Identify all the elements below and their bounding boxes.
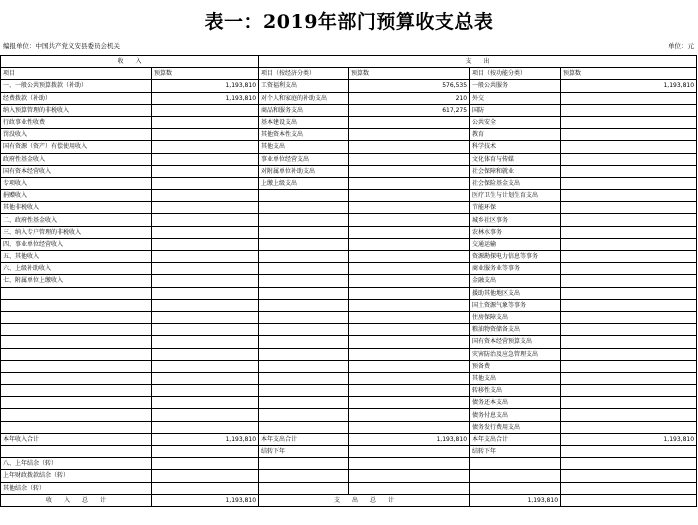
table-row bbox=[1, 348, 697, 360]
func-item-value bbox=[561, 372, 697, 384]
econ-item-label bbox=[259, 263, 349, 275]
income-item-label bbox=[1, 372, 152, 384]
income-item-label: 二、政府性基金收入 bbox=[1, 214, 152, 226]
func-carry-label: 结转下年 bbox=[470, 446, 561, 458]
econ-item-value bbox=[349, 153, 470, 165]
income-item-value bbox=[152, 299, 259, 311]
empty-cell bbox=[152, 482, 259, 494]
income-item-label bbox=[1, 397, 152, 409]
econ-item-label: 事业单位经营支出 bbox=[259, 153, 349, 165]
table-row bbox=[1, 397, 697, 409]
income-item-value bbox=[152, 165, 259, 177]
econ-item-value bbox=[349, 177, 470, 189]
func-item-label: 转移性支出 bbox=[470, 385, 561, 397]
func-item-value bbox=[561, 360, 697, 372]
func-item-value bbox=[561, 116, 697, 128]
income-item-label: 纳入预算管理的非税收入 bbox=[1, 104, 152, 116]
econ-item-label bbox=[259, 336, 349, 348]
econ-item-label bbox=[259, 299, 349, 311]
income-item-label bbox=[1, 324, 152, 336]
income-item-label: 行政事业性收费 bbox=[1, 116, 152, 128]
econ-item-value bbox=[349, 397, 470, 409]
econ-item-label bbox=[259, 385, 349, 397]
econ-item-value bbox=[349, 214, 470, 226]
extra-income-label: 其他结余（转） bbox=[1, 482, 152, 494]
table-row bbox=[1, 165, 697, 177]
func-item-label: 城乡社区事务 bbox=[470, 214, 561, 226]
extra-income-row bbox=[1, 482, 697, 494]
econ-item-label bbox=[259, 226, 349, 238]
income-item-label: 国有资源（资产）有偿使用收入 bbox=[1, 141, 152, 153]
econ-item-value bbox=[349, 360, 470, 372]
col-header-budget: 预算数 bbox=[152, 68, 259, 80]
func-item-label: 灾害防治及应急管理支出 bbox=[470, 348, 561, 360]
income-item-label: 六、上级补助收入 bbox=[1, 263, 152, 275]
func-item-label: 文化体育与传媒 bbox=[470, 153, 561, 165]
econ-item-value: 210 bbox=[349, 92, 470, 104]
income-item-label: 罚没收入 bbox=[1, 129, 152, 141]
func-item-value bbox=[561, 238, 697, 250]
income-item-value bbox=[152, 311, 259, 323]
income-item-label: 政府性基金收入 bbox=[1, 153, 152, 165]
func-total-value: 1,193,810 bbox=[561, 433, 697, 445]
table-row bbox=[1, 92, 697, 104]
econ-item-label bbox=[259, 421, 349, 433]
col-header-budget: 预算数 bbox=[561, 68, 697, 80]
empty-cell bbox=[561, 482, 697, 494]
econ-item-label bbox=[259, 360, 349, 372]
func-item-label: 其他支出 bbox=[470, 372, 561, 384]
table-row bbox=[1, 372, 697, 384]
econ-total-value: 1,193,810 bbox=[349, 433, 470, 445]
income-item-label: 五、其他收入 bbox=[1, 251, 152, 263]
func-item-label: 预备费 bbox=[470, 360, 561, 372]
income-item-label bbox=[1, 348, 152, 360]
econ-item-label bbox=[259, 348, 349, 360]
col-header-func-item: 项目（按功能分类） bbox=[470, 68, 561, 80]
func-item-value bbox=[561, 202, 697, 214]
table-row bbox=[1, 421, 697, 433]
func-item-label: 援助其他地区支出 bbox=[470, 287, 561, 299]
income-item-label bbox=[1, 409, 152, 421]
income-item-label bbox=[1, 299, 152, 311]
econ-item-label bbox=[259, 324, 349, 336]
empty-cell bbox=[1, 446, 152, 458]
income-item-value bbox=[152, 372, 259, 384]
table-row bbox=[1, 385, 697, 397]
table-row bbox=[1, 141, 697, 153]
income-item-value bbox=[152, 141, 259, 153]
income-item-label bbox=[1, 287, 152, 299]
grand-total-row bbox=[1, 494, 697, 506]
func-item-label: 金融支出 bbox=[470, 275, 561, 287]
extra-income-row bbox=[1, 458, 697, 470]
table-row bbox=[1, 251, 697, 263]
func-item-label: 国土资源气象等事务 bbox=[470, 299, 561, 311]
func-item-label: 一般公共服务 bbox=[470, 80, 561, 92]
func-item-value bbox=[561, 299, 697, 311]
econ-carry-label: 结转下年 bbox=[259, 446, 349, 458]
func-item-label: 债务付息支出 bbox=[470, 409, 561, 421]
table-row bbox=[1, 129, 697, 141]
empty-cell bbox=[152, 458, 259, 470]
func-item-value bbox=[561, 348, 697, 360]
econ-item-value bbox=[349, 409, 470, 421]
func-item-value bbox=[561, 336, 697, 348]
econ-item-value bbox=[349, 311, 470, 323]
econ-item-label bbox=[259, 287, 349, 299]
empty-cell bbox=[349, 446, 470, 458]
empty-cell bbox=[259, 458, 349, 470]
income-grand-total-label: 收 入 总 计 bbox=[1, 494, 152, 506]
func-item-value bbox=[561, 165, 697, 177]
empty-cell bbox=[152, 446, 259, 458]
income-item-label bbox=[1, 421, 152, 433]
income-item-label: 七、附属单位上缴收入 bbox=[1, 275, 152, 287]
extra-income-label: 上年财政拨款结余（转） bbox=[1, 470, 152, 482]
econ-item-label: 对个人和家庭的补助支出 bbox=[259, 92, 349, 104]
income-item-label: 专项收入 bbox=[1, 177, 152, 189]
econ-item-value bbox=[349, 372, 470, 384]
econ-item-label: 上缴上级支出 bbox=[259, 177, 349, 189]
econ-item-label bbox=[259, 202, 349, 214]
func-item-value bbox=[561, 421, 697, 433]
func-item-value bbox=[561, 153, 697, 165]
income-item-value bbox=[152, 177, 259, 189]
income-total-value: 1,193,810 bbox=[152, 433, 259, 445]
table-row bbox=[1, 336, 697, 348]
econ-item-label bbox=[259, 397, 349, 409]
income-item-value bbox=[152, 397, 259, 409]
func-item-label: 国防 bbox=[470, 104, 561, 116]
econ-item-label: 其他支出 bbox=[259, 141, 349, 153]
func-item-label: 债务还本支出 bbox=[470, 397, 561, 409]
func-item-value bbox=[561, 104, 697, 116]
func-item-value bbox=[561, 409, 697, 421]
table-row bbox=[1, 202, 697, 214]
econ-item-label bbox=[259, 409, 349, 421]
table-row bbox=[1, 287, 697, 299]
func-item-label: 教育 bbox=[470, 129, 561, 141]
econ-item-label bbox=[259, 190, 349, 202]
table-row bbox=[1, 409, 697, 421]
empty-cell bbox=[561, 458, 697, 470]
currency-unit: 单位：元 bbox=[668, 42, 694, 50]
income-item-value bbox=[152, 336, 259, 348]
income-item-value bbox=[152, 190, 259, 202]
empty-cell bbox=[470, 458, 561, 470]
func-item-value bbox=[561, 263, 697, 275]
econ-item-label: 基本建设支出 bbox=[259, 116, 349, 128]
income-item-value bbox=[152, 263, 259, 275]
income-item-value bbox=[152, 385, 259, 397]
empty-cell bbox=[259, 470, 349, 482]
econ-item-label bbox=[259, 238, 349, 250]
income-item-label: 四、事业单位经营收入 bbox=[1, 238, 152, 250]
income-item-value bbox=[152, 129, 259, 141]
income-item-label: 其他非税收入 bbox=[1, 202, 152, 214]
table-row bbox=[1, 238, 697, 250]
totals-row bbox=[1, 433, 697, 445]
econ-item-value: 617,275 bbox=[349, 104, 470, 116]
income-item-label bbox=[1, 311, 152, 323]
econ-item-value bbox=[349, 141, 470, 153]
econ-item-value bbox=[349, 238, 470, 250]
econ-item-label bbox=[259, 251, 349, 263]
econ-item-value bbox=[349, 385, 470, 397]
func-item-value bbox=[561, 275, 697, 287]
table-row bbox=[1, 311, 697, 323]
table-row bbox=[1, 153, 697, 165]
econ-item-label: 对附属单位补助支出 bbox=[259, 165, 349, 177]
table-row bbox=[1, 104, 697, 116]
func-item-label: 社会保险基金支出 bbox=[470, 177, 561, 189]
empty-cell bbox=[152, 470, 259, 482]
expense-section-header: 支 出 bbox=[259, 56, 697, 68]
econ-item-value bbox=[349, 226, 470, 238]
econ-item-label bbox=[259, 214, 349, 226]
income-item-value: 1,193,810 bbox=[152, 92, 259, 104]
func-item-value bbox=[561, 385, 697, 397]
table-row bbox=[1, 299, 697, 311]
column-header-row bbox=[1, 68, 697, 80]
income-item-value bbox=[152, 202, 259, 214]
func-item-label: 粮油物资储备支出 bbox=[470, 324, 561, 336]
func-item-value bbox=[561, 324, 697, 336]
page-title: 表一：2019年部门预算收支总表 bbox=[204, 11, 494, 33]
func-item-value: 1,193,810 bbox=[561, 80, 697, 92]
income-item-value bbox=[152, 226, 259, 238]
empty-cell bbox=[561, 470, 697, 482]
func-item-value bbox=[561, 190, 697, 202]
empty-cell bbox=[349, 470, 470, 482]
func-item-label: 外交 bbox=[470, 92, 561, 104]
econ-item-value bbox=[349, 421, 470, 433]
econ-item-value bbox=[349, 287, 470, 299]
table-row bbox=[1, 80, 697, 92]
extra-income-row bbox=[1, 470, 697, 482]
table-row bbox=[1, 116, 697, 128]
table-row bbox=[1, 214, 697, 226]
empty-cell bbox=[259, 482, 349, 494]
income-item-label bbox=[1, 360, 152, 372]
econ-item-value bbox=[349, 129, 470, 141]
budget-summary-table bbox=[0, 55, 697, 507]
income-item-label: 捐赠收入 bbox=[1, 190, 152, 202]
income-item-value bbox=[152, 421, 259, 433]
income-item-value bbox=[152, 104, 259, 116]
func-item-label: 住房保障支出 bbox=[470, 311, 561, 323]
income-item-value bbox=[152, 287, 259, 299]
income-total-label: 本年收入合计 bbox=[1, 433, 152, 445]
table-row bbox=[1, 263, 697, 275]
econ-item-value bbox=[349, 263, 470, 275]
econ-item-value: 576,535 bbox=[349, 80, 470, 92]
empty-cell bbox=[561, 446, 697, 458]
table-row bbox=[1, 275, 697, 287]
col-header-item: 项目 bbox=[1, 68, 152, 80]
empty-cell bbox=[470, 482, 561, 494]
extra-income-label: 八、上年结余（转） bbox=[1, 458, 152, 470]
econ-item-value bbox=[349, 251, 470, 263]
func-item-label: 社会保障和就业 bbox=[470, 165, 561, 177]
income-item-value bbox=[152, 153, 259, 165]
empty-cell bbox=[561, 494, 697, 506]
econ-item-label bbox=[259, 311, 349, 323]
func-item-value bbox=[561, 141, 697, 153]
func-total-label: 本年支出合计 bbox=[470, 433, 561, 445]
econ-item-value bbox=[349, 202, 470, 214]
income-item-value bbox=[152, 360, 259, 372]
func-item-value bbox=[561, 251, 697, 263]
func-item-label: 商业服务业等事务 bbox=[470, 263, 561, 275]
func-item-label: 医疗卫生与计划生育支出 bbox=[470, 190, 561, 202]
func-item-value bbox=[561, 287, 697, 299]
func-item-value bbox=[561, 129, 697, 141]
col-header-econ-item: 项目（按经济分类） bbox=[259, 68, 349, 80]
econ-item-value bbox=[349, 336, 470, 348]
empty-cell bbox=[349, 482, 470, 494]
econ-item-label: 其他资本性支出 bbox=[259, 129, 349, 141]
income-item-value bbox=[152, 275, 259, 287]
econ-item-value bbox=[349, 299, 470, 311]
table-row bbox=[1, 226, 697, 238]
section-header-row bbox=[1, 56, 697, 68]
econ-item-value bbox=[349, 165, 470, 177]
table-body bbox=[1, 56, 697, 507]
func-item-label: 资源勘探电力信息等事务 bbox=[470, 251, 561, 263]
table-row bbox=[1, 177, 697, 189]
table-row bbox=[1, 324, 697, 336]
econ-total-label: 本年支出合计 bbox=[259, 433, 349, 445]
econ-item-value bbox=[349, 324, 470, 336]
income-item-label: 三、纳入专户管理的非税收入 bbox=[1, 226, 152, 238]
table-row bbox=[1, 190, 697, 202]
econ-item-label: 工资福利支出 bbox=[259, 80, 349, 92]
income-section-header: 收 入 bbox=[1, 56, 259, 68]
reporting-unit: 编报单位：中国共产党义安县委员会机关 bbox=[3, 42, 120, 50]
econ-item-label: 商品和服务支出 bbox=[259, 104, 349, 116]
income-item-label: 经费拨款（补助） bbox=[1, 92, 152, 104]
func-item-value bbox=[561, 177, 697, 189]
carry-over-row bbox=[1, 446, 697, 458]
func-item-label: 国有资本经营预算支出 bbox=[470, 336, 561, 348]
func-item-label: 科学技术 bbox=[470, 141, 561, 153]
econ-item-value bbox=[349, 116, 470, 128]
income-item-value bbox=[152, 251, 259, 263]
income-item-value bbox=[152, 214, 259, 226]
func-item-label: 农林水事务 bbox=[470, 226, 561, 238]
econ-item-label bbox=[259, 372, 349, 384]
income-item-value bbox=[152, 409, 259, 421]
income-item-value bbox=[152, 348, 259, 360]
func-item-value bbox=[561, 311, 697, 323]
income-item-value bbox=[152, 324, 259, 336]
income-grand-total-value: 1,193,810 bbox=[152, 494, 259, 506]
econ-item-label bbox=[259, 275, 349, 287]
econ-item-value bbox=[349, 275, 470, 287]
empty-cell bbox=[349, 458, 470, 470]
func-item-label: 节能环保 bbox=[470, 202, 561, 214]
func-item-value bbox=[561, 397, 697, 409]
func-item-label: 公共安全 bbox=[470, 116, 561, 128]
func-item-value bbox=[561, 214, 697, 226]
func-item-label: 交通运输 bbox=[470, 238, 561, 250]
econ-item-value bbox=[349, 190, 470, 202]
income-item-value bbox=[152, 116, 259, 128]
income-item-label: 国有资本经营收入 bbox=[1, 165, 152, 177]
empty-cell bbox=[470, 470, 561, 482]
func-item-value bbox=[561, 92, 697, 104]
expense-grand-total-label: 支 出 总 计 bbox=[259, 494, 470, 506]
econ-item-value bbox=[349, 348, 470, 360]
func-item-label: 债务发行费用支出 bbox=[470, 421, 561, 433]
col-header-budget: 预算数 bbox=[349, 68, 470, 80]
income-item-value: 1,193,810 bbox=[152, 80, 259, 92]
income-item-value bbox=[152, 238, 259, 250]
income-item-label bbox=[1, 385, 152, 397]
table-row bbox=[1, 360, 697, 372]
income-item-label: 一、一般公共预算拨款（补助） bbox=[1, 80, 152, 92]
expense-grand-total-value: 1,193,810 bbox=[470, 494, 561, 506]
income-item-label bbox=[1, 336, 152, 348]
func-item-value bbox=[561, 226, 697, 238]
